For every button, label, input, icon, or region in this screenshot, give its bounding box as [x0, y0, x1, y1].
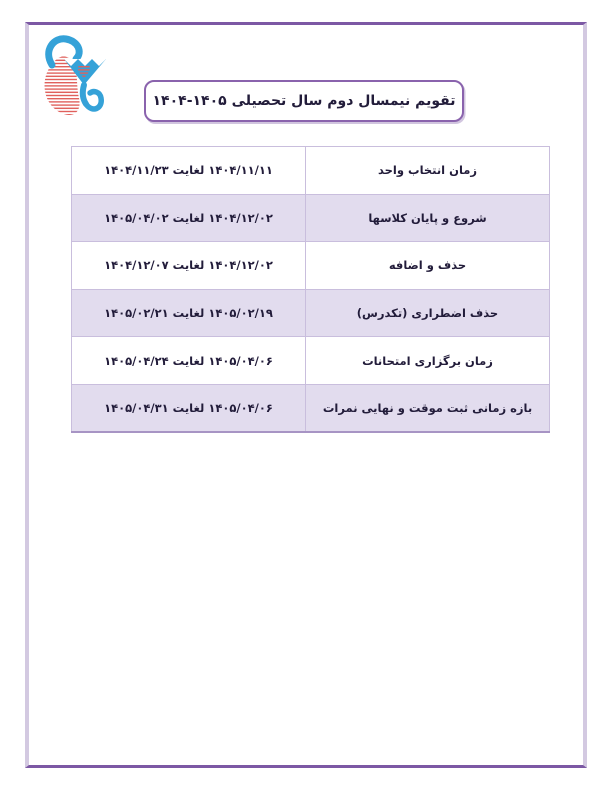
row-dates-cell: ۱۴۰۵/۰۴/۰۶ لغایت ۱۴۰۵/۰۴/۳۱ — [72, 384, 306, 432]
row-label-cell: زمان برگزاری امتحانات — [306, 337, 550, 385]
table-row — [72, 242, 550, 290]
row-dates-cell: ۱۴۰۴/۱۲/۰۲ لغایت ۱۴۰۴/۱۲/۰۷ — [72, 242, 306, 290]
page-title: تقویم نیمسال دوم سال تحصیلی ۱۴۰۵-۱۴۰۴ — [152, 93, 456, 109]
row-label-cell: حذف اضطراری (تکدرس) — [306, 289, 550, 337]
table-row — [72, 194, 550, 242]
row-label-cell: بازه زمانی ثبت موقت و نهایی نمرات — [306, 384, 550, 432]
row-dates-cell: ۱۴۰۵/۰۲/۱۹ لغایت ۱۴۰۵/۰۲/۲۱ — [72, 289, 306, 337]
university-medical-logo-icon — [38, 34, 118, 120]
table-row — [72, 337, 550, 385]
table-row — [72, 289, 550, 337]
row-dates-cell: ۱۴۰۴/۱۲/۰۲ لغایت ۱۴۰۵/۰۴/۰۲ — [72, 194, 306, 242]
table-row — [72, 147, 550, 195]
title-box — [144, 80, 464, 122]
calendar-table — [71, 146, 550, 433]
row-label-cell: زمان انتخاب واحد — [306, 147, 550, 195]
row-label-cell: حذف و اضافه — [306, 242, 550, 290]
row-dates-cell: ۱۴۰۵/۰۴/۰۶ لغایت ۱۴۰۵/۰۴/۲۴ — [72, 337, 306, 385]
row-dates-cell: ۱۴۰۴/۱۱/۱۱ لغایت ۱۴۰۴/۱۱/۲۳ — [72, 147, 306, 195]
row-label-cell: شروع و پایان کلاسها — [306, 194, 550, 242]
table-row — [72, 384, 550, 432]
